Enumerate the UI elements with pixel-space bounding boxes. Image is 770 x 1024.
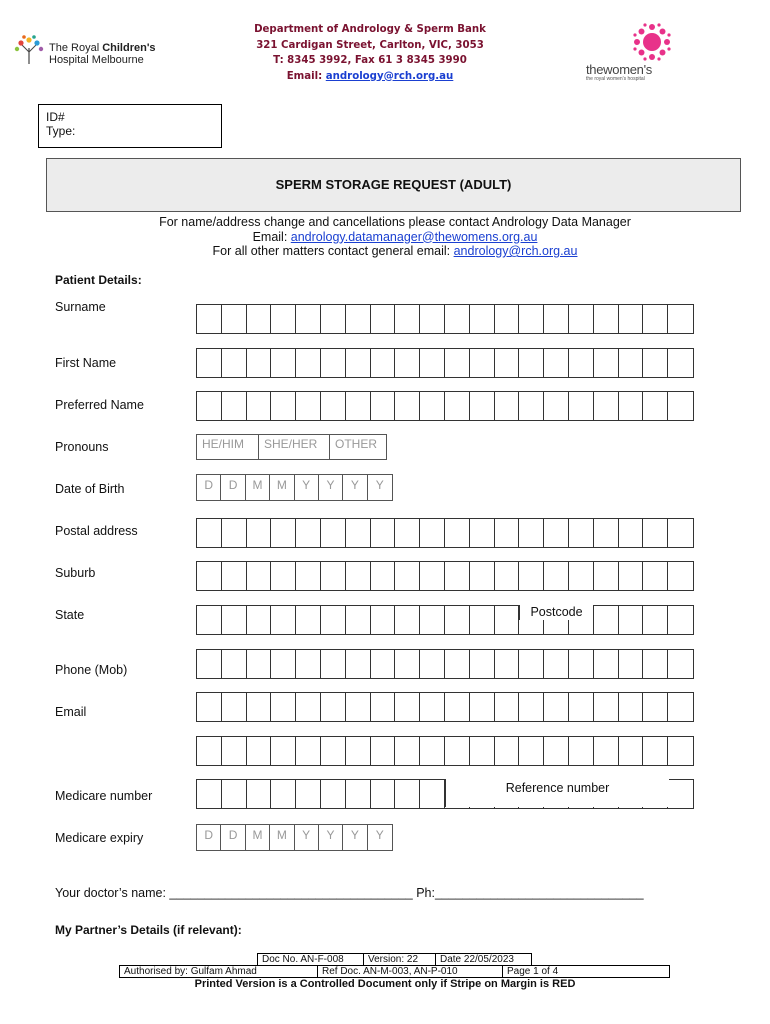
char-box[interactable] xyxy=(668,650,693,678)
char-box[interactable] xyxy=(346,519,371,547)
char-box[interactable] xyxy=(668,737,693,765)
preferred-name-label: Preferred Name xyxy=(55,398,144,412)
pronoun-option-other[interactable]: OTHER xyxy=(335,437,377,451)
char-box[interactable] xyxy=(271,693,296,721)
char-box[interactable] xyxy=(519,562,544,590)
char-box[interactable] xyxy=(271,519,296,547)
data-manager-email-link[interactable]: andrology.datamanager@thewomens.org.au xyxy=(290,229,538,244)
date-char-box[interactable]: Y xyxy=(319,475,343,500)
char-box[interactable] xyxy=(395,305,420,333)
char-box[interactable] xyxy=(371,392,396,420)
char-box[interactable] xyxy=(544,392,569,420)
char-box[interactable] xyxy=(321,305,346,333)
pronoun-option-he-him[interactable]: HE/HIM xyxy=(197,435,259,459)
suburb-input[interactable] xyxy=(196,561,694,591)
char-box[interactable] xyxy=(470,305,495,333)
footer-authorised: Authorised by: Gulfam Ahmad xyxy=(119,965,317,978)
char-box[interactable] xyxy=(395,650,420,678)
char-box[interactable] xyxy=(197,392,222,420)
char-box[interactable] xyxy=(470,737,495,765)
char-box[interactable] xyxy=(247,519,272,547)
char-box[interactable] xyxy=(495,349,520,377)
char-box[interactable] xyxy=(346,650,371,678)
char-box[interactable] xyxy=(544,562,569,590)
char-box[interactable] xyxy=(668,562,693,590)
state-input[interactable] xyxy=(196,605,694,635)
date-char-box[interactable]: D xyxy=(197,475,221,500)
char-box[interactable] xyxy=(668,519,693,547)
pronoun-option-she-her[interactable]: SHE/HER xyxy=(259,435,330,459)
char-box[interactable] xyxy=(495,562,520,590)
date-char-box[interactable]: Y xyxy=(343,825,367,850)
char-box[interactable] xyxy=(395,392,420,420)
dob-input[interactable] xyxy=(196,474,393,501)
char-box[interactable] xyxy=(346,737,371,765)
char-box[interactable] xyxy=(643,392,668,420)
char-box[interactable] xyxy=(222,349,247,377)
char-box[interactable] xyxy=(346,305,371,333)
char-box[interactable] xyxy=(222,780,247,808)
rch-tree-icon xyxy=(12,34,46,68)
char-box[interactable] xyxy=(445,650,470,678)
char-box[interactable] xyxy=(445,562,470,590)
char-box[interactable] xyxy=(271,780,296,808)
char-box[interactable] xyxy=(296,606,321,634)
char-box[interactable] xyxy=(619,737,644,765)
char-box[interactable] xyxy=(247,562,272,590)
char-box[interactable] xyxy=(544,737,569,765)
char-box[interactable] xyxy=(594,392,619,420)
char-box[interactable] xyxy=(594,519,619,547)
char-box[interactable] xyxy=(296,349,321,377)
first-name-input[interactable] xyxy=(196,348,694,378)
char-box[interactable] xyxy=(470,349,495,377)
char-box[interactable] xyxy=(619,650,644,678)
contact-info xyxy=(40,215,750,259)
department-phone: T: 8345 3992, Fax 61 3 8345 3990 xyxy=(273,55,467,66)
footer-ref-doc: Ref Doc. AN-M-003, AN-P-010 xyxy=(317,965,502,978)
char-box[interactable] xyxy=(445,606,470,634)
char-box[interactable] xyxy=(247,650,272,678)
char-box[interactable] xyxy=(296,780,321,808)
char-box[interactable] xyxy=(420,737,445,765)
char-box[interactable] xyxy=(594,737,619,765)
char-box[interactable] xyxy=(668,305,693,333)
char-box[interactable] xyxy=(321,392,346,420)
patient-details-heading: Patient Details: xyxy=(55,273,142,287)
char-box[interactable] xyxy=(544,519,569,547)
date-char-box[interactable]: D xyxy=(221,475,245,500)
postcode-label: Postcode xyxy=(519,605,593,620)
char-box[interactable] xyxy=(222,693,247,721)
char-box[interactable] xyxy=(247,780,272,808)
char-box[interactable] xyxy=(495,606,520,634)
date-char-box[interactable]: Y xyxy=(319,825,343,850)
char-box[interactable] xyxy=(271,650,296,678)
char-box[interactable] xyxy=(197,693,222,721)
date-char-box[interactable]: D xyxy=(221,825,245,850)
char-box[interactable] xyxy=(222,519,247,547)
char-box[interactable] xyxy=(197,305,222,333)
char-box[interactable] xyxy=(321,693,346,721)
char-box[interactable] xyxy=(569,392,594,420)
phone-input[interactable] xyxy=(196,649,694,679)
char-box[interactable] xyxy=(395,693,420,721)
char-box[interactable] xyxy=(296,562,321,590)
womens-logo xyxy=(584,22,674,86)
char-box[interactable] xyxy=(197,780,222,808)
char-box[interactable] xyxy=(519,519,544,547)
char-box[interactable] xyxy=(296,392,321,420)
id-box xyxy=(38,104,222,148)
email-input-row-2[interactable] xyxy=(196,736,694,766)
char-box[interactable] xyxy=(346,562,371,590)
char-box[interactable] xyxy=(619,606,644,634)
dob-label: Date of Birth xyxy=(55,482,125,496)
char-box[interactable] xyxy=(271,737,296,765)
char-box[interactable] xyxy=(420,519,445,547)
char-box[interactable] xyxy=(445,349,470,377)
suburb-label: Suburb xyxy=(55,566,96,580)
date-char-box[interactable]: M xyxy=(246,825,270,850)
char-box[interactable] xyxy=(445,737,470,765)
rch-logo-text-2: Hospital Melbourne xyxy=(49,54,144,66)
char-box[interactable] xyxy=(619,305,644,333)
char-box[interactable] xyxy=(569,305,594,333)
char-box[interactable] xyxy=(296,305,321,333)
char-box[interactable] xyxy=(321,650,346,678)
char-box[interactable] xyxy=(569,349,594,377)
department-email-link[interactable]: andrology@rch.org.au xyxy=(325,70,454,82)
date-char-box[interactable]: M xyxy=(270,475,294,500)
char-box[interactable] xyxy=(321,349,346,377)
footer-page: Page 1 of 4 xyxy=(502,965,670,978)
womens-logo-text: thewomen's xyxy=(586,62,652,77)
char-box[interactable] xyxy=(643,606,668,634)
char-box[interactable] xyxy=(544,349,569,377)
char-box[interactable] xyxy=(495,650,520,678)
char-box[interactable] xyxy=(296,737,321,765)
char-box[interactable] xyxy=(222,606,247,634)
char-box[interactable] xyxy=(619,392,644,420)
char-box[interactable] xyxy=(420,606,445,634)
char-box[interactable] xyxy=(346,693,371,721)
pronouns-label: Pronouns xyxy=(55,440,109,454)
char-box[interactable] xyxy=(544,650,569,678)
char-box[interactable] xyxy=(668,780,693,808)
char-box[interactable] xyxy=(668,349,693,377)
char-box[interactable] xyxy=(271,349,296,377)
date-char-box[interactable]: M xyxy=(246,475,270,500)
char-box[interactable] xyxy=(519,737,544,765)
char-box[interactable] xyxy=(371,349,396,377)
general-email-link[interactable]: andrology@rch.org.au xyxy=(453,244,578,258)
char-box[interactable] xyxy=(470,650,495,678)
medicare-expiry-label: Medicare expiry xyxy=(55,831,144,845)
footer-doc-no: Doc No. AN-F-008 xyxy=(257,953,363,966)
id-label: ID# xyxy=(46,110,65,124)
char-box[interactable] xyxy=(197,519,222,547)
char-box[interactable] xyxy=(619,519,644,547)
char-box[interactable] xyxy=(197,650,222,678)
char-box[interactable] xyxy=(371,305,396,333)
medicare-expiry-input[interactable] xyxy=(196,824,393,851)
state-label: State xyxy=(55,608,85,622)
char-box[interactable] xyxy=(346,349,371,377)
char-box[interactable] xyxy=(296,693,321,721)
char-box[interactable] xyxy=(420,392,445,420)
postal-address-input[interactable] xyxy=(196,518,694,548)
char-box[interactable] xyxy=(544,693,569,721)
char-box[interactable] xyxy=(594,562,619,590)
doctor-name-line[interactable]: Your doctor’s name: ___________________________________ Ph:______________________________ xyxy=(55,886,644,900)
char-box[interactable] xyxy=(271,392,296,420)
char-box[interactable] xyxy=(395,562,420,590)
char-box[interactable] xyxy=(197,737,222,765)
contact-line-2-prefix: Email: xyxy=(252,229,291,244)
char-box[interactable] xyxy=(643,737,668,765)
char-box[interactable] xyxy=(247,606,272,634)
char-box[interactable] xyxy=(371,780,396,808)
char-box[interactable] xyxy=(321,562,346,590)
char-box[interactable] xyxy=(495,392,520,420)
char-box[interactable] xyxy=(470,392,495,420)
char-box[interactable] xyxy=(197,606,222,634)
char-box[interactable] xyxy=(371,693,396,721)
char-box[interactable] xyxy=(395,606,420,634)
char-box[interactable] xyxy=(569,693,594,721)
char-box[interactable] xyxy=(197,349,222,377)
date-char-box[interactable]: Y xyxy=(343,475,367,500)
footer-date: Date 22/05/2023 xyxy=(435,953,532,966)
contact-line-1: For name/address change and cancellations please contact Andrology Data Manager xyxy=(159,215,631,229)
char-box[interactable] xyxy=(395,349,420,377)
char-box[interactable] xyxy=(668,606,693,634)
char-box[interactable] xyxy=(222,305,247,333)
char-box[interactable] xyxy=(247,349,272,377)
char-box[interactable] xyxy=(643,693,668,721)
char-box[interactable] xyxy=(371,737,396,765)
char-box[interactable] xyxy=(420,780,445,808)
char-box[interactable] xyxy=(495,305,520,333)
char-box[interactable] xyxy=(470,562,495,590)
char-box[interactable] xyxy=(371,606,396,634)
char-box[interactable] xyxy=(495,737,520,765)
char-box[interactable] xyxy=(569,650,594,678)
partner-details-heading: My Partner’s Details (if relevant): xyxy=(55,923,242,937)
char-box[interactable] xyxy=(594,606,619,634)
email-input-row-1[interactable] xyxy=(196,692,694,722)
footer-row-2 xyxy=(119,965,670,978)
char-box[interactable] xyxy=(544,305,569,333)
char-box[interactable] xyxy=(247,305,272,333)
char-box[interactable] xyxy=(321,780,346,808)
department-address: 321 Cardigan Street, Carlton, VIC, 3053 xyxy=(256,39,484,51)
rch-logo-text-bold: Children's xyxy=(102,42,156,54)
char-box[interactable] xyxy=(346,780,371,808)
char-box[interactable] xyxy=(371,519,396,547)
footer-version: Version: 22 xyxy=(363,953,435,966)
char-box[interactable] xyxy=(346,606,371,634)
char-box[interactable] xyxy=(470,519,495,547)
char-box[interactable] xyxy=(222,737,247,765)
char-box[interactable] xyxy=(594,305,619,333)
phone-label: Phone (Mob) xyxy=(55,663,128,677)
char-box[interactable] xyxy=(668,392,693,420)
char-box[interactable] xyxy=(346,392,371,420)
type-label: Type: xyxy=(46,124,76,138)
char-box[interactable] xyxy=(569,737,594,765)
medicare-number-label: Medicare number xyxy=(55,789,153,803)
date-char-box[interactable]: D xyxy=(197,825,221,850)
char-box[interactable] xyxy=(619,693,644,721)
char-box[interactable] xyxy=(619,349,644,377)
date-char-box[interactable]: Y xyxy=(295,475,319,500)
char-box[interactable] xyxy=(643,562,668,590)
form-title: SPERM STORAGE REQUEST (ADULT) xyxy=(46,158,741,212)
char-box[interactable] xyxy=(569,519,594,547)
char-box[interactable] xyxy=(247,737,272,765)
char-box[interactable] xyxy=(594,693,619,721)
char-box[interactable] xyxy=(445,305,470,333)
department-header xyxy=(220,22,520,84)
department-name: Department of Andrology & Sperm Bank xyxy=(254,24,486,35)
date-char-box[interactable]: M xyxy=(270,825,294,850)
char-box[interactable] xyxy=(271,562,296,590)
date-char-box[interactable]: Y xyxy=(375,478,384,492)
rch-logo xyxy=(12,34,162,70)
char-box[interactable] xyxy=(619,562,644,590)
char-box[interactable] xyxy=(371,562,396,590)
char-box[interactable] xyxy=(594,349,619,377)
char-box[interactable] xyxy=(321,737,346,765)
char-box[interactable] xyxy=(395,519,420,547)
date-char-box[interactable]: Y xyxy=(295,825,319,850)
char-box[interactable] xyxy=(519,392,544,420)
char-box[interactable] xyxy=(420,305,445,333)
char-box[interactable] xyxy=(643,305,668,333)
char-box[interactable] xyxy=(519,305,544,333)
char-box[interactable] xyxy=(197,562,222,590)
char-box[interactable] xyxy=(470,693,495,721)
char-box[interactable] xyxy=(321,606,346,634)
first-name-label: First Name xyxy=(55,356,117,370)
char-box[interactable] xyxy=(420,693,445,721)
date-char-box[interactable]: Y xyxy=(375,828,384,842)
char-box[interactable] xyxy=(643,650,668,678)
char-box[interactable] xyxy=(519,650,544,678)
char-box[interactable] xyxy=(643,519,668,547)
char-box[interactable] xyxy=(222,392,247,420)
char-box[interactable] xyxy=(371,650,396,678)
char-box[interactable] xyxy=(296,519,321,547)
char-box[interactable] xyxy=(420,562,445,590)
char-box[interactable] xyxy=(247,392,272,420)
char-box[interactable] xyxy=(222,650,247,678)
department-email-label: Email: xyxy=(286,70,326,82)
char-box[interactable] xyxy=(643,349,668,377)
char-box[interactable] xyxy=(247,693,272,721)
char-box[interactable] xyxy=(519,349,544,377)
char-box[interactable] xyxy=(271,305,296,333)
contact-line-3-prefix: For all other matters contact general email: xyxy=(212,244,454,258)
char-box[interactable] xyxy=(495,693,520,721)
womens-flower-icon xyxy=(632,22,672,62)
controlled-document-note: Printed Version is a Controlled Document only if Stripe on Margin is RED xyxy=(194,978,576,990)
postal-address-label: Postal address xyxy=(55,524,138,538)
char-box[interactable] xyxy=(420,349,445,377)
char-box[interactable] xyxy=(296,650,321,678)
char-box[interactable] xyxy=(594,650,619,678)
char-box[interactable] xyxy=(495,519,520,547)
char-box[interactable] xyxy=(222,562,247,590)
preferred-name-input[interactable] xyxy=(196,391,694,421)
surname-label: Surname xyxy=(55,300,106,314)
surname-input[interactable] xyxy=(196,304,694,334)
char-box[interactable] xyxy=(569,562,594,590)
rch-logo-text-1: The Royal xyxy=(49,42,103,54)
char-box[interactable] xyxy=(470,606,495,634)
char-box[interactable] xyxy=(519,693,544,721)
char-box[interactable] xyxy=(321,519,346,547)
char-box[interactable] xyxy=(271,606,296,634)
char-box[interactable] xyxy=(445,392,470,420)
char-box[interactable] xyxy=(445,693,470,721)
reference-number-label: Reference number xyxy=(445,779,669,807)
womens-logo-subtext: the royal women's hospital xyxy=(586,76,645,82)
char-box[interactable] xyxy=(668,693,693,721)
email-label: Email xyxy=(55,705,87,719)
char-box[interactable] xyxy=(420,650,445,678)
char-box[interactable] xyxy=(445,519,470,547)
pronouns-options xyxy=(196,434,387,460)
char-box[interactable] xyxy=(395,737,420,765)
char-box[interactable] xyxy=(395,780,420,808)
